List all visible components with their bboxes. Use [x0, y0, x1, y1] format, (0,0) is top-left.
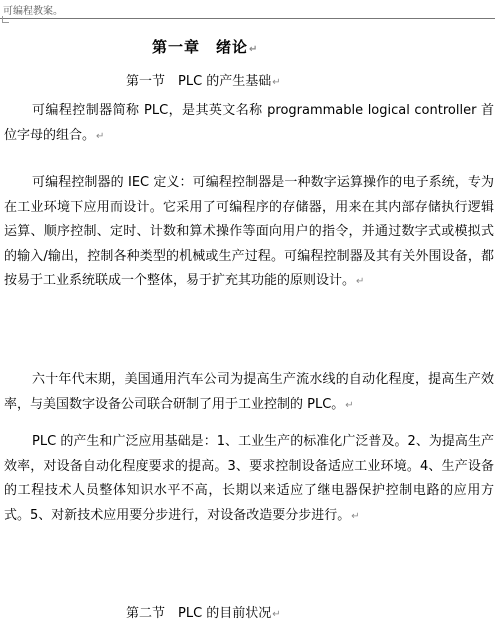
- paragraph-text: 六十年代末期，美国通用汽车公司为提高生产流水线的自动化程度，提高生产效率，与美国数字设备公司联合研制了用于工业控制的 PLC。: [4, 372, 494, 412]
- paragraph-text: 可编程控制器的 IEC 定义：可编程控制器是一种数字运算操作的电子系统，专为在工业环境下应用而设计。它采用了可编程序的存储器，用来在其内部存储执行逻辑运算、顺序控制、定时、计数和算术操作等面向用户的指令，并通过数字式或模拟式的输入/输出，控制各种类型的机械或生产过程。可编程控制器及其有关外围设备，都按易于工业系统联成一个整体，易于扩充其功能的原则设计。: [4, 175, 494, 289]
- section-title-1: [126, 70, 281, 89]
- chapter-title: [152, 36, 258, 57]
- paragraph-mark-icon: ↵: [345, 399, 354, 411]
- body-paragraph-4: [4, 430, 494, 529]
- header-text: 可编程教案。: [3, 6, 63, 17]
- header-divider: [0, 18, 495, 19]
- paragraph-mark-icon: ↵: [272, 609, 281, 620]
- paragraph-mark-icon: ↵: [351, 510, 360, 522]
- paragraph-text: 可编程控制器简称 PLC，是其英文名称 programmable logical controller 首位字母的组合。: [4, 103, 494, 143]
- paragraph-mark-icon: ↵: [96, 130, 105, 142]
- paragraph-mark-icon: ↵: [249, 44, 259, 55]
- body-paragraph-2: [4, 171, 494, 295]
- body-paragraph-1: [4, 99, 494, 149]
- section-title-text: 第二节 PLC 的目前状况: [126, 606, 272, 621]
- page-header: [3, 2, 63, 17]
- paragraph-text: PLC 的产生和广泛应用基础是：1、工业生产的标准化广泛普及。2、为提高生产效率，对设备自动化程度要求的提高。3、要求控制设备适应工业环境。4、生产设备的工程技术人员整体知识水平不高，长期以来适应了继电器保护控制电路的应用方式。5、对新技术应用要分步进行，对设备改造要分步进行。: [4, 434, 494, 523]
- chapter-title-text: 第一章 绪论: [152, 38, 249, 56]
- paragraph-mark-icon: ↵: [272, 77, 281, 88]
- corner-crop-mark: [2, 16, 9, 23]
- paragraph-mark-icon: ↵: [356, 276, 365, 288]
- section-title-2: [126, 602, 281, 621]
- body-paragraph-3: [4, 368, 494, 418]
- section-title-text: 第一节 PLC 的产生基础: [126, 74, 272, 89]
